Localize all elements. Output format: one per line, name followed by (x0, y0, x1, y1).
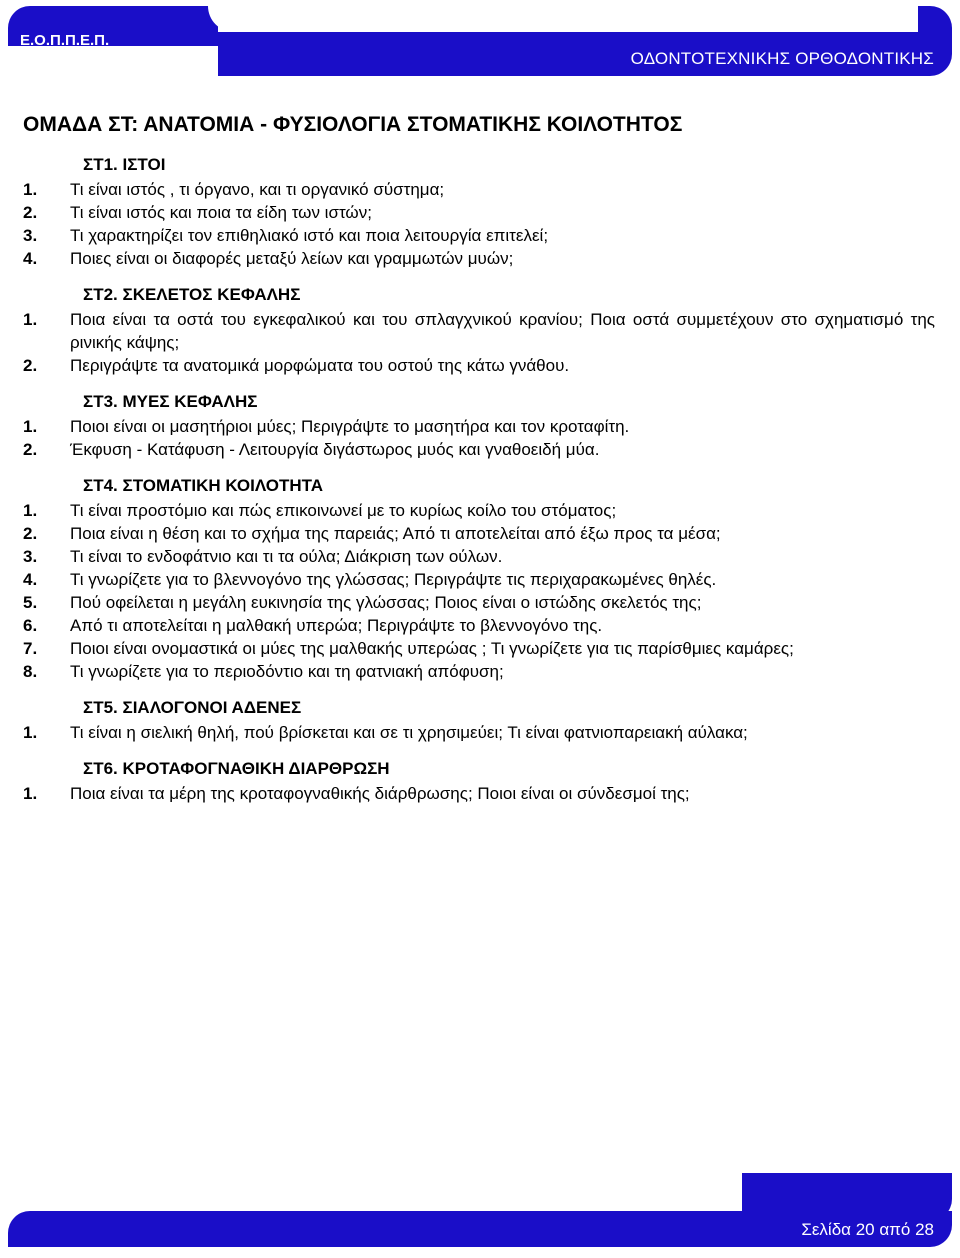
question-number: 1. (23, 180, 38, 199)
question-number: 1. (23, 501, 38, 520)
question-item (23, 568, 935, 591)
question-text: Τι είναι ιστός , τι όργανο, και τι οργανικό σύστημα; (70, 180, 445, 199)
question-number: 1. (23, 310, 38, 329)
question-text: Ποια είναι τα μέρη της κροταφογναθικής διάρθρωσης; Ποιοι είναι οι σύνδεσμοί της; (70, 784, 690, 803)
section (23, 152, 935, 270)
question-number: 4. (23, 249, 38, 268)
question-text: Ποια είναι τα οστά του εγκεφαλικού και του σπλαγχνικού κρανίου; Ποια οστά συμμετέχουν στο σχηματισμό της ρινικής κάψης; (70, 310, 935, 352)
question-text: Ποιοι είναι οι μασητήριοι μύες; Περιγράψτε το μασητήρα και τον κροταφίτη. (70, 417, 630, 436)
question-number: 6. (23, 616, 38, 635)
question-item (23, 637, 935, 660)
question-item (23, 522, 935, 545)
question-item (23, 224, 935, 247)
section-heading: ΣΤ3. ΜΥΕΣ ΚΕΦΑΛΗΣ (83, 392, 258, 411)
question-number: 2. (23, 440, 38, 459)
question-number: 4. (23, 570, 38, 589)
question-item (23, 660, 935, 683)
section-heading: ΣΤ2. ΣΚΕΛΕΤΟΣ ΚΕΦΑΛΗΣ (83, 285, 301, 304)
question-number: 3. (23, 226, 38, 245)
section (23, 756, 935, 805)
question-text: Ποιες είναι οι διαφορές μεταξύ λείων και γραμμωτών μυών; (70, 249, 514, 268)
section (23, 282, 935, 377)
question-number: 2. (23, 356, 38, 375)
header-specialty: ΟΔΟΝΤΟΤΕΧΝΙΚΗΣ ΟΡΘΟΔΟΝΤΙΚΗΣ (630, 49, 934, 68)
question-text: Τι είναι η σιελική θηλή, πού βρίσκεται και σε τι χρησιμεύει; Τι είναι φατνιοπαρειακή αύλακα; (70, 723, 748, 742)
question-number: 2. (23, 524, 38, 543)
question-item (23, 438, 935, 461)
question-text: Τι είναι προστόμιο και πώς επικοινωνεί με το κυρίως κοίλο του στόματος; (70, 501, 617, 520)
section-heading: ΣΤ1. ΙΣΤΟΙ (83, 155, 166, 174)
question-number: 1. (23, 784, 38, 803)
question-text: Από τι αποτελείται η μαλθακή υπερώα; Περιγράψτε το βλεννογόνο της. (70, 616, 603, 635)
question-number: 8. (23, 662, 38, 681)
header-org: Ε.Ο.Π.Π.Ε.Π. (20, 32, 110, 49)
section-heading: ΣΤ6. ΚΡΟΤΑΦΟΓΝΑΘΙΚΗ ΔΙΑΡΘΡΩΣΗ (83, 759, 390, 778)
question-text: Ποιοι είναι ονομαστικά οι μύες της μαλθακής υπερώας ; Τι γνωρίζετε για τις παρίσθμιες καμάρες; (70, 639, 794, 658)
question-item (23, 721, 935, 744)
section (23, 695, 935, 744)
question-item (23, 308, 935, 354)
question-number: 1. (23, 723, 38, 742)
question-number: 7. (23, 639, 38, 658)
section-heading: ΣΤ5. ΣΙΑΛΟΓΟΝΟΙ ΑΔΕΝΕΣ (83, 698, 302, 717)
question-sections (23, 152, 935, 817)
question-item (23, 201, 935, 224)
question-text: Έκφυση - Κατάφυση - Λειτουργία διγάστωρος μυός και γναθοειδή μύα. (70, 440, 600, 459)
question-number: 2. (23, 203, 38, 222)
question-text: Τι είναι ιστός και ποια τα είδη των ιστών; (70, 203, 372, 222)
question-item (23, 782, 935, 805)
question-item (23, 499, 935, 522)
page-title: ΟΜΑΔΑ ΣΤ: ΑΝΑΤΟΜΙΑ - ΦΥΣΙΟΛΟΓΙΑ ΣΤΟΜΑΤΙΚΗΣ ΚΟΙΛΟΤΗΤΟΣ (23, 113, 683, 136)
question-number: 3. (23, 547, 38, 566)
question-text: Τι γνωρίζετε για το περιοδόντιο και τη φατνιακή απόφυση; (70, 662, 504, 681)
question-text: Ποια είναι η θέση και το σχήμα της παρειάς; Από τι αποτελείται από έξω προς τα μέσα; (70, 524, 721, 543)
question-text: Τι γνωρίζετε για το βλεννογόνο της γλώσσας; Περιγράψτε τις περιχαρακωμένες θηλές. (70, 570, 717, 589)
question-item (23, 591, 935, 614)
question-number: 5. (23, 593, 38, 612)
question-item (23, 415, 935, 438)
question-item (23, 614, 935, 637)
question-number: 1. (23, 417, 38, 436)
question-item (23, 247, 935, 270)
question-item (23, 545, 935, 568)
section (23, 473, 935, 683)
page-number: Σελίδα 20 από 28 (801, 1220, 934, 1239)
page-header (8, 6, 952, 72)
question-item (23, 354, 935, 377)
section-heading: ΣΤ4. ΣΤΟΜΑΤΙΚΗ ΚΟΙΛΟΤΗΤΑ (83, 476, 324, 495)
section (23, 389, 935, 461)
question-text: Τι χαρακτηρίζει τον επιθηλιακό ιστό και ποια λειτουργία επιτελεί; (70, 226, 549, 245)
question-text: Περιγράψτε τα ανατομικά μορφώματα του οστού της κάτω γνάθου. (70, 356, 570, 375)
question-text: Τι είναι το ενδοφάτνιο και τι τα ούλα; Διάκριση των ούλων. (70, 547, 503, 566)
question-item (23, 178, 935, 201)
question-text: Πού οφείλεται η μεγάλη ευκινησία της γλώσσας; Ποιος είναι ο ιστώδης σκελετός της; (70, 593, 702, 612)
page-footer (8, 1173, 952, 1247)
